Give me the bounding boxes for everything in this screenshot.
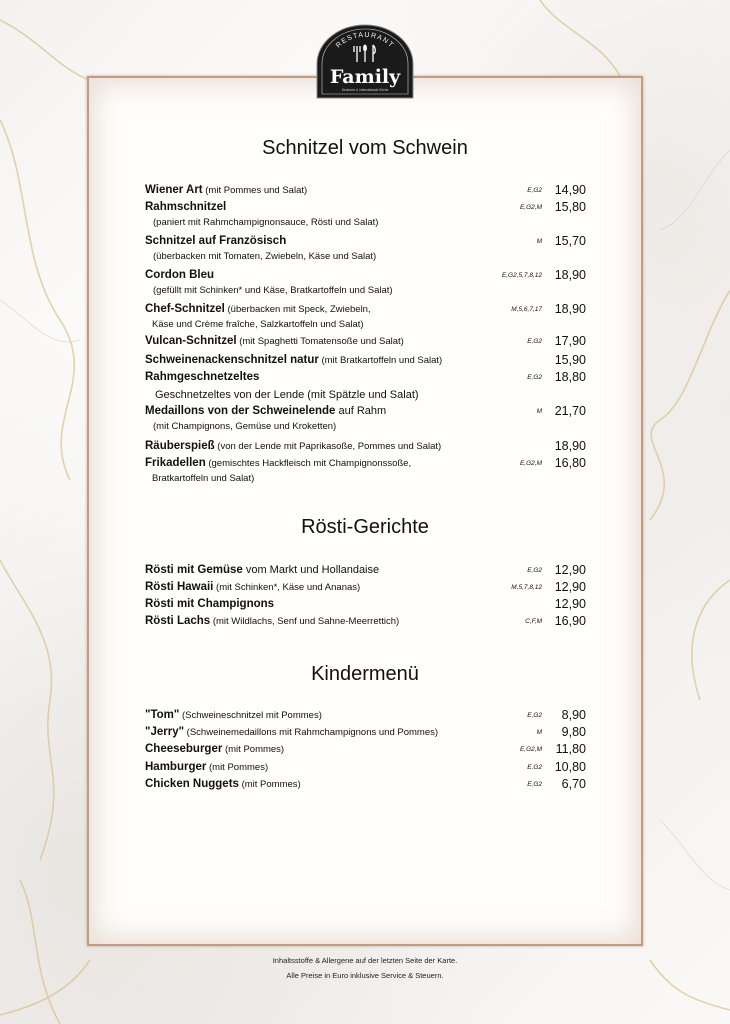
menu-item: Hamburger (mit Pommes) E,G2 10,80: [145, 760, 586, 774]
allergen-codes: C,F,M: [525, 618, 542, 625]
menu-item-description: (paniert mit Rahmchampignonsauce, Rösti und Salat): [153, 217, 379, 228]
price: 18,90: [554, 439, 586, 453]
price: 17,90: [554, 334, 586, 348]
menu-item: Räuberspieß (von der Lende mit Paprikasoße, Pommes und Salat) 18,90: [145, 439, 586, 453]
menu-item: Rösti Hawaii (mit Schinken*, Käse und Ananas) M,5,7,8,12 12,90: [145, 580, 586, 594]
allergen-codes: M,5,6,7,17: [511, 306, 542, 313]
section-title-roesti: Rösti-Gerichte: [301, 516, 429, 538]
allergen-codes: M: [536, 408, 542, 415]
menu-item: Rösti mit Gemüse vom Markt und Hollandaise E,G2 12,90: [145, 563, 586, 577]
allergen-codes: E,G2,M: [519, 204, 542, 211]
price: 15,90: [554, 353, 586, 367]
menu-item-description: (mit Champignons, Gemüse und Kroketten): [153, 421, 337, 432]
price: 15,80: [554, 200, 586, 214]
menu-item-description: Geschnetzeltes von der Lende (mit Spätzle und Salat): [155, 389, 419, 401]
menu-item: Rösti Lachs (mit Wildlachs, Senf und Sahne-Meerrettich) C,F,M 16,90: [145, 614, 586, 628]
logo-name: Family: [329, 66, 401, 88]
menu-item: Medaillons von der Schweinelende auf Rahm M 21,70: [145, 404, 586, 418]
menu-item: Rösti mit Champignons 12,90: [145, 597, 586, 611]
allergen-codes: E,G2: [527, 567, 542, 574]
menu-item: Cheeseburger (mit Pommes) E,G2,M 11,80: [145, 742, 586, 756]
menu-item: Wiener Art (mit Pommes und Salat) E,G2 14,90: [145, 183, 586, 197]
price: 12,90: [554, 597, 586, 611]
logo-tagline: Deutsche & Internationale Küche: [341, 88, 389, 92]
price: 10,80: [554, 760, 586, 774]
logo-arc-text: RESTAURANT: [334, 31, 396, 50]
allergen-codes: E,G2: [527, 781, 542, 788]
allergen-codes: E,G2: [527, 374, 542, 381]
menu-item: Rahmgeschnetzeltes E,G2 18,80: [145, 370, 586, 384]
price: 14,90: [554, 183, 586, 197]
price: 12,90: [554, 563, 586, 577]
allergen-codes: E,G2: [527, 712, 542, 719]
section-title-schnitzel: Schnitzel vom Schwein: [262, 137, 468, 159]
price: 18,90: [554, 268, 586, 282]
menu-item: Frikadellen (gemischtes Hackfleisch mit Champignonssoße, E,G2,M 16,80: [145, 456, 586, 470]
price: 16,90: [554, 614, 586, 628]
menu-item: Vulcan-Schnitzel (mit Spaghetti Tomatensoße und Salat) E,G2 17,90: [145, 334, 586, 348]
allergen-codes: E,G2: [527, 338, 542, 345]
price: 16,80: [554, 456, 586, 470]
menu-item-description: (gefüllt mit Schinken* und Käse, Bratkartoffeln und Salat): [153, 285, 393, 296]
menu-item: Chef-Schnitzel (überbacken mit Speck, Zwiebeln, M,5,6,7,17 18,90: [145, 302, 586, 316]
menu-item: Cordon Bleu E,G2,5,7,8,12 18,90: [145, 268, 586, 282]
menu-item-description: Bratkartoffeln und Salat): [152, 473, 255, 484]
menu-item: Schnitzel auf Französisch M 15,70: [145, 234, 586, 248]
price: 18,80: [554, 370, 586, 384]
price: 11,80: [555, 742, 586, 756]
allergen-codes: M: [536, 729, 542, 736]
price: 15,70: [554, 234, 586, 248]
menu-item: Chicken Nuggets (mit Pommes) E,G2 6,70: [145, 777, 586, 791]
allergen-codes: M,5,7,8,12: [511, 584, 542, 591]
price: 18,90: [554, 302, 586, 316]
menu-item: "Tom" (Schweineschnitzel mit Pommes) E,G2 8,90: [145, 708, 586, 722]
allergen-codes: E,G2,5,7,8,12: [501, 272, 542, 279]
section-title-kindermenue: Kindermenü: [311, 663, 419, 685]
price: 9,80: [561, 725, 586, 739]
allergen-codes: E,G2,M: [519, 746, 542, 753]
allergen-codes: E,G2: [527, 187, 542, 194]
price: 21,70: [554, 404, 586, 418]
price: 8,90: [561, 708, 586, 722]
menu-item: Schweinenackenschnitzel natur (mit Bratkartoffeln und Salat) 15,90: [145, 353, 586, 367]
menu-item: Rahmschnitzel E,G2,M 15,80: [145, 200, 586, 214]
allergen-codes: E,G2: [527, 764, 542, 771]
footer-allergen-note: Inhaltsstoffe & Allergene auf der letzten Seite der Karte.: [272, 956, 458, 965]
price: 6,70: [561, 777, 586, 791]
menu-item-description: (überbacken mit Tomaten, Zwiebeln, Käse und Salat): [153, 251, 377, 262]
menu-item-description: Käse und Crème fraîche, Salzkartoffeln und Salat): [152, 319, 364, 330]
allergen-codes: E,G2,M: [519, 460, 542, 467]
footer-price-note: Alle Preise in Euro inklusive Service & Steuern.: [286, 971, 444, 980]
price: 12,90: [554, 580, 586, 594]
restaurant-logo: [313, 24, 417, 102]
allergen-codes: M: [536, 238, 542, 245]
menu-item: "Jerry" (Schweinemedaillons mit Rahmchampignons und Pommes) M 9,80: [145, 725, 586, 739]
